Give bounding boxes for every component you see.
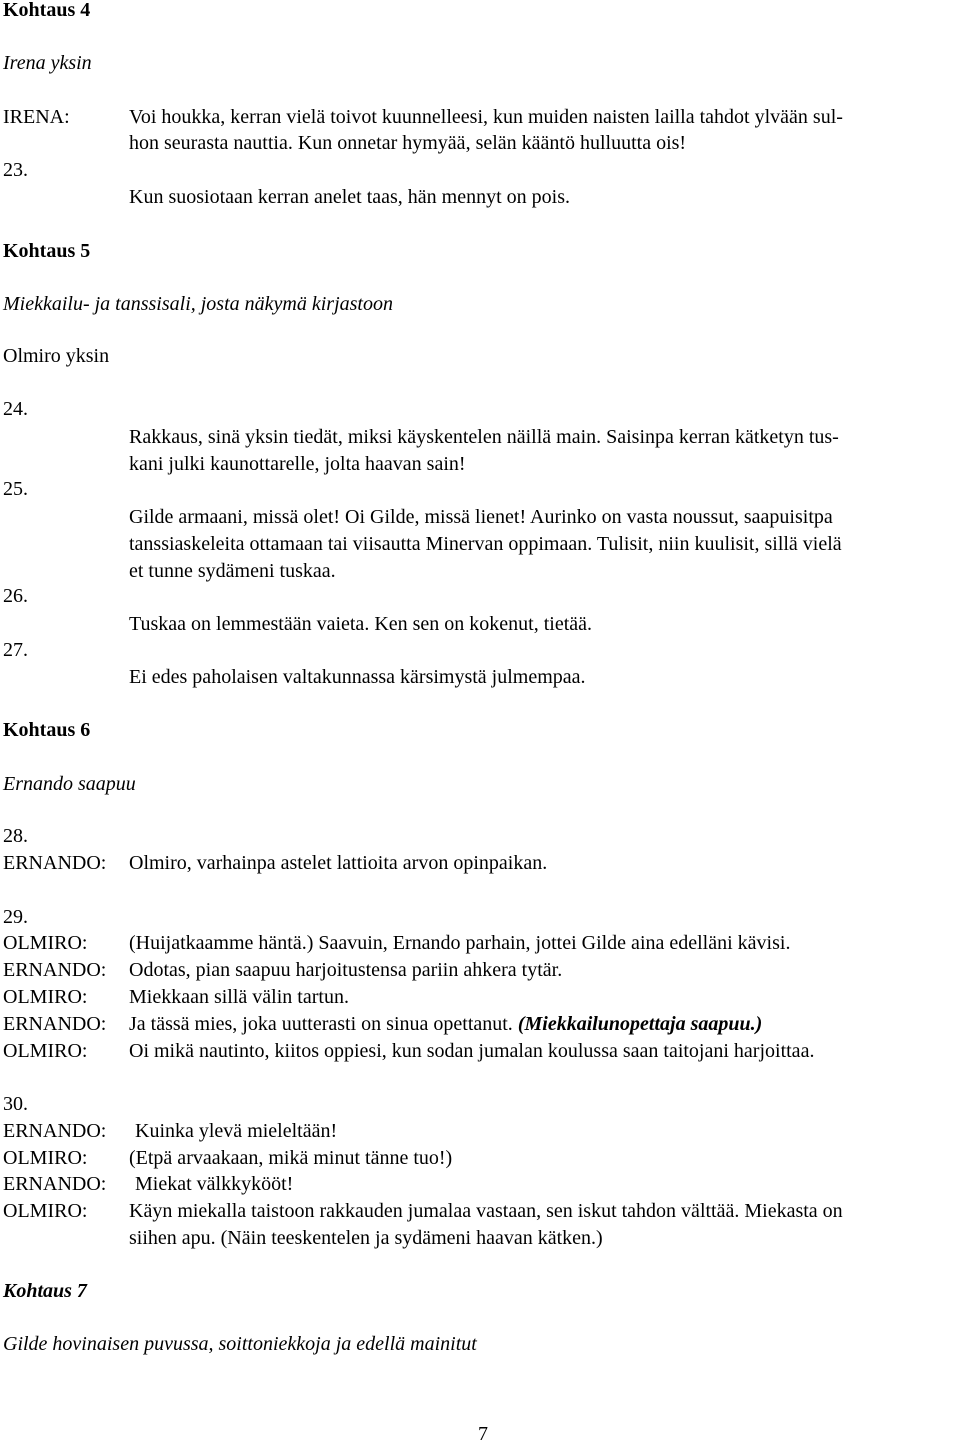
scene5-line-2: kani julki kaunottarelle, jolta haavan sain! [129,453,466,475]
line-number-30: 30. [3,1093,28,1115]
scene4-heading: Kohtaus 4 [3,0,91,21]
dialogue-line: Kuinka ylevä mieleltään! [135,1120,338,1142]
dialogue-line: (Huijatkaamme häntä.) Saavuin, Ernando parhain, jottei Gilde aina edelläni kävisi. [129,932,791,954]
line-number-29: 29. [3,906,28,928]
stage-direction: (Miekkailunopettaja saapuu.) [517,1013,763,1035]
scene5-setting: Miekkailu- ja tanssisali, josta näkymä kirjastoon [3,293,393,315]
speaker: ERNANDO: [3,852,107,874]
line-number-26: 26. [3,585,28,607]
dialogue-line: Oi mikä nautinto, kiitos oppiesi, kun sodan jumalan koulussa saan taitojani harjoittaa. [129,1040,815,1062]
speaker: OLMIRO: [3,1200,88,1222]
line-number-27: 27. [3,639,28,661]
scene5-line-6: Tuskaa on lemmestään vaieta. Ken sen on kokenut, tietää. [129,613,593,635]
dialogue-line: Miekkaan sillä välin tartun. [129,986,349,1008]
line-number-28: 28. [3,825,28,847]
dialogue-line [129,1011,762,1037]
dialogue-line: siihen apu. (Näin teeskentelen ja sydämeni haavan kätken.) [129,1227,603,1249]
scene5-line-1: Rakkaus, sinä yksin tiedät, miksi käyskentelen näillä main. Saisinpa kerran kätketyn tus- [129,426,839,448]
scene7-subtitle: Gilde hovinaisen puvussa, soittoniekkoja ja edellä mainitut [3,1333,477,1355]
scene5-heading: Kohtaus 5 [3,240,91,262]
dialogue-line: Miekat välkkykööt! [135,1173,294,1195]
scene4-subtitle: Irena yksin [3,52,92,74]
dialogue-line: (Etpä arvaakaan, mikä minut tänne tuo!) [129,1147,453,1169]
scene5-subtitle: Olmiro yksin [3,345,110,367]
scene5-line-3: Gilde armaani, missä olet! Oi Gilde, missä lienet! Aurinko on vasta noussut, saapuisitpa [129,506,833,528]
dialogue-line: Käyn miekalla taistoon rakkauden jumalaa vastaan, sen iskut tahdon välttää. Miekasta on [129,1200,843,1222]
scene5-line-5: et tunne sydämeni tuskaa. [129,560,336,582]
scene7-heading: Kohtaus 7 [3,1280,87,1302]
line-number-25: 25. [3,478,28,500]
speaker: OLMIRO: [3,1147,88,1169]
scene5-line-7: Ei edes paholaisen valtakunnassa kärsimystä julmempaa. [129,666,586,688]
scene4-speaker: IRENA: [3,106,70,128]
page-number: 7 [478,1423,488,1445]
speaker: ERNANDO: [3,1013,107,1035]
dialogue-line: Odotas, pian saapuu harjoitustensa pariin ahkera tytär. [129,959,563,981]
speaker: ERNANDO: [3,1120,107,1142]
scene5-line-4: tanssiaskeleita ottamaan tai viisautta Minervan oppimaan. Tulisit, niin kuulisit, sillä vielä [129,533,842,555]
speaker: OLMIRO: [3,932,88,954]
scene4-line-1: Voi houkka, kerran vielä toivot kuunnelleesi, kun muiden naisten lailla tahdot ylvään sul- [129,106,843,128]
speaker: OLMIRO: [3,986,88,1008]
speaker: ERNANDO: [3,959,107,981]
line-number-24: 24. [3,398,28,420]
scene4-line-2: hon seurasta nauttia. Kun onnetar hymyää, selän kääntö hulluutta ois! [129,132,687,154]
scene4-line-3: Kun suosiotaan kerran anelet taas, hän mennyt on pois. [129,186,570,208]
scene6-heading: Kohtaus 6 [3,719,91,741]
speaker: ERNANDO: [3,1173,107,1195]
scene4-number: 23. [3,159,28,181]
dialogue-text: Ja tässä mies, joka uutterasti on sinua opettanut. [129,1013,513,1035]
dialogue-line: Olmiro, varhainpa astelet lattioita arvon opinpaikan. [129,852,548,874]
scene6-subtitle: Ernando saapuu [3,773,136,795]
speaker: OLMIRO: [3,1040,88,1062]
